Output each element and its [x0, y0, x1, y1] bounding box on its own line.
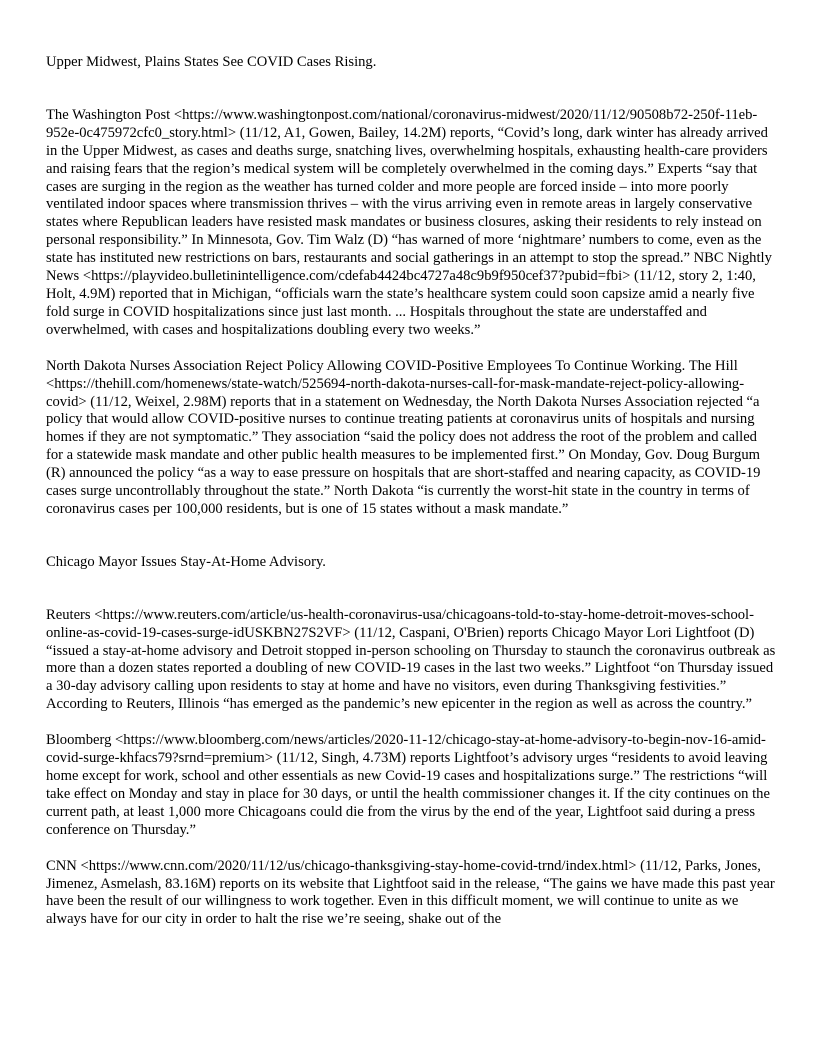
paragraph-washington-post: The Washington Post <https://www.washingtonpost.com/national/coronavirus-midwest/2020/11/12/90508b72-250f-11eb-952e-0c475972cfc0_story.html> (11/12, A1, Gowen, Bailey, 14.2M) reports, “Covid’s long, dark winter has already arrived in the Upper Midwest, as cases and deaths surge, snatching lives, overwhelming hospitals, exhausting health-care providers and raising fears that the region’s medical system will be completely overwhelmed in the coming days.” Experts “say that cases are surging in the region as the weather has turned colder and more people are forced inside – into more poorly ventilated indoor spaces where transmission thrives – with the virus arriving even in remote areas in largely conservative states where Republican leaders have resisted mask mandates or business closures, asking their residents to rely instead on personal responsibility.” In Minnesota, Gov. Tim Walz (D) “has warned of more ‘nightmare’ numbers to come, even as the state has instituted new restrictions on bars, restaurants and social gatherings in an attempt to stop the spread.” NBC Nightly News <https://playvideo.bulletinintelligence.com/cdefab4424bc4727a48c9b9f950cef37?pubid=fbi> (11/12, story 2, 1:40, Holt, 4.9M) reported that in Michigan, “officials warn the state’s healthcare system could soon capsize amid a nearly five fold surge in COVID hospitalizations since just last month. ... Hospitals throughout the state are understaffed and overwhelmed, with cases and hospitalizations doubling every two weeks.” — [46, 106, 772, 338]
spacer — [46, 840, 776, 858]
spacer — [46, 714, 776, 732]
spacer — [46, 572, 776, 607]
paragraph-reuters: Reuters <https://www.reuters.com/article/us-health-coronavirus-usa/chicagoans-told-to-stay-home-detroit-moves-school-online-as-covid-19-cases-surge-idUSKBN27S2VF> (11/12, Caspani, O'Brien) reports Chicago Mayor Lori Lightfoot (D) “issued a stay-at-home advisory and Detroit stopped in-person schooling on Thursday to staunch the coronavirus outbreak as more than a dozen states reported a doubling of new COVID-19 cases in the last two weeks.” Lightfoot “on Thursday issued a 30-day advisory calling upon residents to stay at home and have no visitors, even during Thanksgiving festivities.” According to Reuters, Illinois “has emerged as the pandemic’s new epicenter in the region as well as across the country.” — [46, 606, 776, 713]
paragraph-cnn: CNN <https://www.cnn.com/2020/11/12/us/chicago-thanksgiving-stay-home-covid-trnd/index.html> (11/12, Parks, Jones, Jimenez, Asmelash, 83.16M) reports on its website that Lightfoot said in the release, “The gains we have made this past year have been the result of our willingness to work together. Even in this difficult moment, we will continue to unite as we always have for our city in order to halt the rise we’re seeing, shake out of the — [46, 857, 775, 928]
spacer — [46, 72, 776, 107]
document-page — [46, 54, 776, 929]
section-heading-midwest: Upper Midwest, Plains States See COVID Cases Rising. — [46, 54, 377, 70]
paragraph-bloomberg: Bloomberg <https://www.bloomberg.com/news/articles/2020-11-12/chicago-stay-at-home-advisory-to-begin-nov-16-amid-covid-surge-khfacs79?srnd=premium> (11/12, Singh, 4.73M) reports Lightfoot’s advisory urges “residents to avoid leaving home except for work, school and other essentials as new Covid-19 cases and hospitalizations surge.” The restrictions “will take effect on Monday and stay in place for 30 days, or until the health commissioner changes it. If the city continues on the current path, at least 1,000 more Chicagoans could die from the virus by the end of the year, Lightfoot said during a press conference on Thursday.” — [46, 732, 770, 838]
section-heading-chicago: Chicago Mayor Issues Stay-At-Home Advisory. — [46, 553, 326, 570]
spacer — [46, 340, 776, 358]
spacer — [46, 519, 776, 554]
paragraph-north-dakota: North Dakota Nurses Association Reject Policy Allowing COVID-Positive Employees To Continue Working. The Hill <https://thehill.com/homenews/state-watch/525694-north-dakota-nurses-call-for-mask-mandate-reject-policy-allowing-covid> (11/12, Weixel, 2.98M) reports that in a statement on Wednesday, the North Dakota Nurses Association rejected “a policy that would allow COVID-positive nurses to continue treating patients at coronavirus units of hospitals and nursing homes if they are not symptomatic.” They association “said the policy does not address the root of the problem and called for a statewide mask mandate and other public health measures to be implemented first.” On Monday, Gov. Doug Burgum (R) announced the policy “as a way to ease pressure on hospitals that are short-staffed and nearing capacity, as COVID-19 cases surge uncontrollably throughout the state.” North Dakota “is currently the worst-hit state in the country in terms of coronavirus cases per 100,000 residents, but is one of 15 states without a mask mandate.” — [46, 357, 761, 517]
